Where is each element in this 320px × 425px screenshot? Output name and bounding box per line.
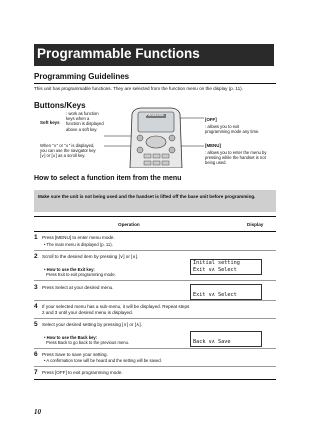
step-number: 6 xyxy=(34,351,38,358)
row-rule xyxy=(34,300,276,301)
row-rule xyxy=(34,366,276,367)
notice-box xyxy=(34,190,276,212)
step-number: 2 xyxy=(34,253,38,260)
lcd-line: Back ∨∧ Save xyxy=(193,339,231,345)
intro-text: This unit has programmable functions. They are selected from the function menu on the display (p. 11). xyxy=(34,86,243,91)
step-text: If your selected menu has a sub-menu, it will be displayed. Repeat steps 2 and 3 until your desired menu is displayed. xyxy=(42,304,190,315)
off-text: : allows you to exit programming mode any time. xyxy=(205,124,260,135)
step-sub: • A confirmation tone will be heard and the setting will be saved. xyxy=(44,358,162,363)
off-title: [OFF] xyxy=(205,117,217,122)
navigator-text: When "∨" or "∧" is displayed, you can use the navigator key [∨] or [∧] as a scroll key. xyxy=(40,143,96,159)
step-number: 3 xyxy=(34,284,38,291)
step-number: 1 xyxy=(34,234,38,241)
menu-text: : allows you to enter the menu by pressing while the handset is not being used. xyxy=(205,150,267,166)
row-rule xyxy=(34,318,276,319)
handset-brand: Panasonic xyxy=(146,113,164,117)
lcd-line: Initial setting xyxy=(193,260,240,266)
row-rule xyxy=(34,348,276,349)
step-sub: Press Exit to exit programming mode. xyxy=(46,272,116,277)
table-bottom-rule xyxy=(34,379,276,380)
lcd-display xyxy=(190,331,262,347)
soft-keys-text: : work as function keys when a function is displayed above a soft key. xyxy=(66,111,104,132)
step-sub: Press Back to go back to the previous menu. xyxy=(46,340,130,345)
step-text: Press [MENU] to enter menu mode. xyxy=(42,235,115,240)
page-title: Programmable Functions xyxy=(37,46,200,61)
step-number: 5 xyxy=(34,321,38,328)
menu-title: [MENU] xyxy=(205,143,221,148)
step-number: 7 xyxy=(34,369,38,376)
row-rule xyxy=(34,280,276,281)
table-top-rule xyxy=(34,216,276,217)
soft-keys-title: Soft keys xyxy=(40,120,60,125)
step-sub: • The main menu is displayed (p. 11). xyxy=(44,242,113,247)
subsection-how: How to select a function item from the menu xyxy=(34,175,182,182)
step-text: Press Select at your desired menu. xyxy=(42,285,114,290)
lcd-line: Exit ∨∧ Select xyxy=(193,292,237,298)
step-text: Select your desired setting by pressing [∨] or [∧]. xyxy=(42,322,142,327)
section-title: Programming Guidelines xyxy=(34,72,130,81)
step-text: Press [OFF] to exit programming mode. xyxy=(42,370,123,375)
table-header-rule xyxy=(34,231,276,232)
step-text: Press Save to save your setting. xyxy=(42,352,108,357)
page-number: 10 xyxy=(34,408,41,416)
lcd-line: Exit ∨∧ Select xyxy=(193,267,237,273)
page-title-bar xyxy=(34,44,274,66)
step-number: 4 xyxy=(34,303,38,310)
step-sub: • How to use the Exit key: xyxy=(44,267,95,272)
notice-text: Make sure the unit is not being used and the handset is lifted off the base unit before programming. xyxy=(38,194,256,199)
col-operation: Operation xyxy=(118,222,140,227)
lcd-display xyxy=(190,259,262,275)
lcd-display xyxy=(190,284,262,300)
row-rule xyxy=(34,250,276,251)
step-text: Scroll to the desired item by pressing [∨] or [∧]. xyxy=(42,254,139,259)
col-display: Display xyxy=(247,222,264,227)
section-rule xyxy=(34,83,276,84)
step-sub: • How to use the Back key: xyxy=(44,335,98,340)
subsection-buttons: Buttons/Keys xyxy=(34,101,86,110)
